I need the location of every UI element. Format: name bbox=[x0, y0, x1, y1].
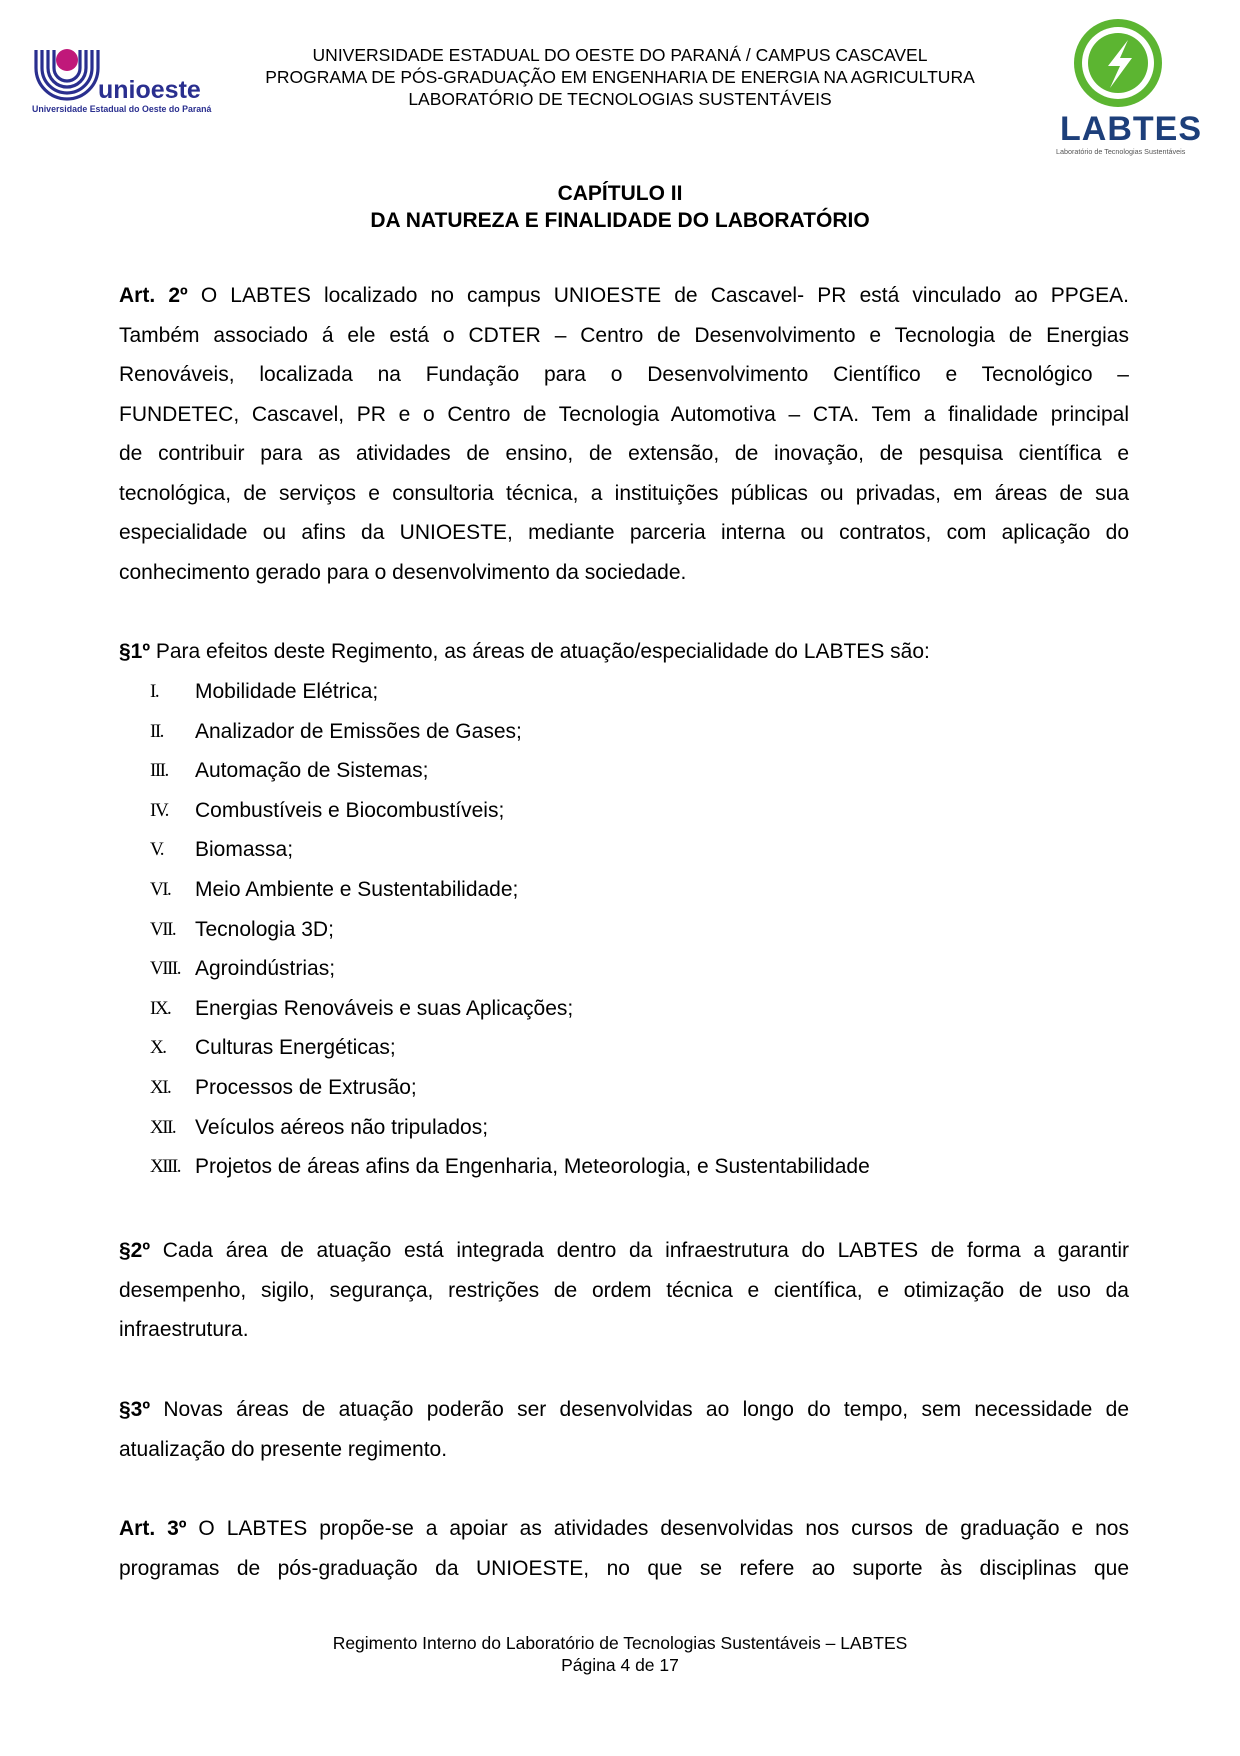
list-number: XI. bbox=[150, 1076, 171, 1098]
paragraph-2 bbox=[119, 1231, 1129, 1350]
list-text: Projetos de áreas afins da Engenharia, Meteorologia, e Sustentabilidade bbox=[195, 1155, 870, 1179]
list-item bbox=[150, 712, 1050, 752]
article-3-label: Art. 3º bbox=[119, 1517, 187, 1540]
list-item bbox=[150, 672, 1050, 712]
footer-document-title: Regimento Interno do Laboratório de Tecnologias Sustentáveis – LABTES bbox=[332, 1633, 908, 1653]
paragraph-1-label: §1º bbox=[119, 640, 151, 663]
list-item bbox=[150, 1028, 1050, 1068]
paragraph-3-line: §3º Novas áreas de atuação poderão ser desenvolvidas ao longo do tempo, sem necessidade de bbox=[119, 1398, 1129, 1421]
list-item bbox=[150, 830, 1050, 870]
paragraph-2-line: desempenho, sigilo, segurança, restrições de ordem técnica e científica, e otimização de uso da bbox=[119, 1278, 1129, 1302]
list-number: IX. bbox=[150, 997, 171, 1019]
labtes-logo bbox=[1040, 16, 1210, 166]
list-text: Tecnologia 3D; bbox=[195, 917, 334, 941]
article-2-label: Art. 2º bbox=[119, 284, 188, 307]
chapter-number: CAPÍTULO II bbox=[557, 182, 683, 205]
list-number: X. bbox=[150, 1037, 166, 1059]
article-2-line: Renováveis, localizada na Fundação para o Desenvolvimento Científico e Tecnológico – bbox=[119, 363, 1129, 386]
list-text: Processos de Extrusão; bbox=[195, 1075, 417, 1099]
paragraph-2-line: infraestrutura. bbox=[119, 1318, 249, 1341]
list-text: Analizador de Emissões de Gases; bbox=[195, 719, 522, 743]
list-item bbox=[150, 910, 1050, 950]
list-item bbox=[150, 1108, 1050, 1148]
labtes-wordmark: LABTES bbox=[1060, 110, 1202, 148]
article-3-line: Art. 3º O LABTES propõe-se a apoiar as atividades desenvolvidas nos cursos de graduação e nos bbox=[119, 1517, 1129, 1540]
institution-header bbox=[240, 44, 1000, 110]
header-line-lab: LABORATÓRIO DE TECNOLOGIAS SUSTENTÁVEIS bbox=[408, 89, 832, 109]
article-2-line: especialidade ou afins da UNIOESTE, mediante parceria interna ou contratos, com aplicação do bbox=[119, 521, 1129, 544]
list-item bbox=[150, 989, 1050, 1029]
header-line-program: PROGRAMA DE PÓS-GRADUAÇÃO EM ENGENHARIA DE ENERGIA NA AGRICULTURA bbox=[265, 67, 975, 87]
list-text: Mobilidade Elétrica; bbox=[195, 680, 379, 703]
list-item bbox=[150, 1147, 1050, 1187]
list-text: Automação de Sistemas; bbox=[195, 759, 429, 783]
chapter-name: DA NATUREZA E FINALIDADE DO LABORATÓRIO bbox=[370, 209, 870, 232]
paragraph-3-line: atualização do presente regimento. bbox=[119, 1437, 448, 1461]
labtes-tagline: Laboratório de Tecnologias Sustentáveis bbox=[1056, 147, 1186, 156]
list-text: Biomassa; bbox=[195, 838, 294, 862]
areas-list bbox=[150, 672, 1050, 1187]
article-3 bbox=[119, 1509, 1129, 1588]
list-number: III. bbox=[150, 760, 168, 782]
paragraph-3-label: §3º bbox=[119, 1398, 151, 1421]
list-item bbox=[150, 751, 1050, 791]
list-item bbox=[150, 1068, 1050, 1108]
article-2-line: de contribuir para as atividades de ensino, de extensão, de inovação, de pesquisa científica e bbox=[119, 442, 1129, 465]
list-text: Meio Ambiente e Sustentabilidade; bbox=[195, 877, 519, 901]
list-number: VII. bbox=[150, 918, 176, 940]
paragraph-1-line: §1º Para efeitos deste Regimento, as áreas de atuação/especialidade do LABTES são: bbox=[119, 640, 930, 663]
article-2-line: tecnológica, de serviços e consultoria técnica, a instituições públicas ou privadas, em áreas de sua bbox=[119, 481, 1129, 505]
paragraph-2-label: §2º bbox=[119, 1239, 151, 1262]
list-number: VIII. bbox=[150, 958, 180, 980]
paragraph-2-line: §2º Cada área de atuação está integrada dentro da infraestrutura do LABTES de forma a garantir bbox=[119, 1239, 1129, 1262]
article-2-line: FUNDETEC, Cascavel, PR e o Centro de Tecnologia Automotiva – CTA. Tem a finalidade principal bbox=[119, 402, 1129, 426]
list-text: Culturas Energéticas; bbox=[195, 1036, 396, 1060]
footer-page-number: Página 4 de 17 bbox=[561, 1655, 679, 1675]
header-line-university: UNIVERSIDADE ESTADUAL DO OESTE DO PARANÁ / CAMPUS CASCAVEL bbox=[312, 45, 928, 65]
article-2-line: Também associado á ele está o CDTER – Centro de Desenvolvimento e Tecnologia de Energias bbox=[119, 323, 1129, 347]
article-2 bbox=[119, 276, 1129, 592]
paragraph-1 bbox=[119, 632, 1129, 672]
list-item bbox=[150, 949, 1050, 989]
unioeste-wordmark: unioeste bbox=[98, 76, 201, 104]
list-number: I. bbox=[150, 681, 159, 702]
unioeste-tagline: Universidade Estadual do Oeste do Paraná bbox=[32, 104, 212, 114]
list-number: XIII. bbox=[150, 1156, 180, 1178]
list-number: II. bbox=[150, 720, 163, 742]
list-number: IV. bbox=[150, 799, 168, 821]
list-text: Combustíveis e Biocombustíveis; bbox=[195, 798, 505, 822]
list-text: Veículos aéreos não tripulados; bbox=[195, 1115, 489, 1139]
page-footer bbox=[200, 1632, 1040, 1676]
list-number: VI. bbox=[150, 878, 171, 900]
list-number: XII. bbox=[150, 1116, 176, 1138]
paragraph-3 bbox=[119, 1390, 1129, 1469]
article-2-line: Art. 2º O LABTES localizado no campus UNIOESTE de Cascavel- PR está vinculado ao PPGEA. bbox=[119, 284, 1129, 307]
list-text: Energias Renováveis e suas Aplicações; bbox=[195, 996, 574, 1020]
chapter-title bbox=[110, 180, 1130, 234]
list-text: Agroindústrias; bbox=[195, 957, 336, 981]
list-number: V. bbox=[150, 839, 164, 861]
article-3-line: programas de pós-graduação da UNIOESTE, no que se refere ao suporte às disciplinas que bbox=[119, 1556, 1129, 1580]
article-2-line: conhecimento gerado para o desenvolvimento da sociedade. bbox=[119, 560, 687, 584]
unioeste-logo bbox=[30, 44, 230, 118]
list-item bbox=[150, 870, 1050, 910]
list-item bbox=[150, 791, 1050, 831]
